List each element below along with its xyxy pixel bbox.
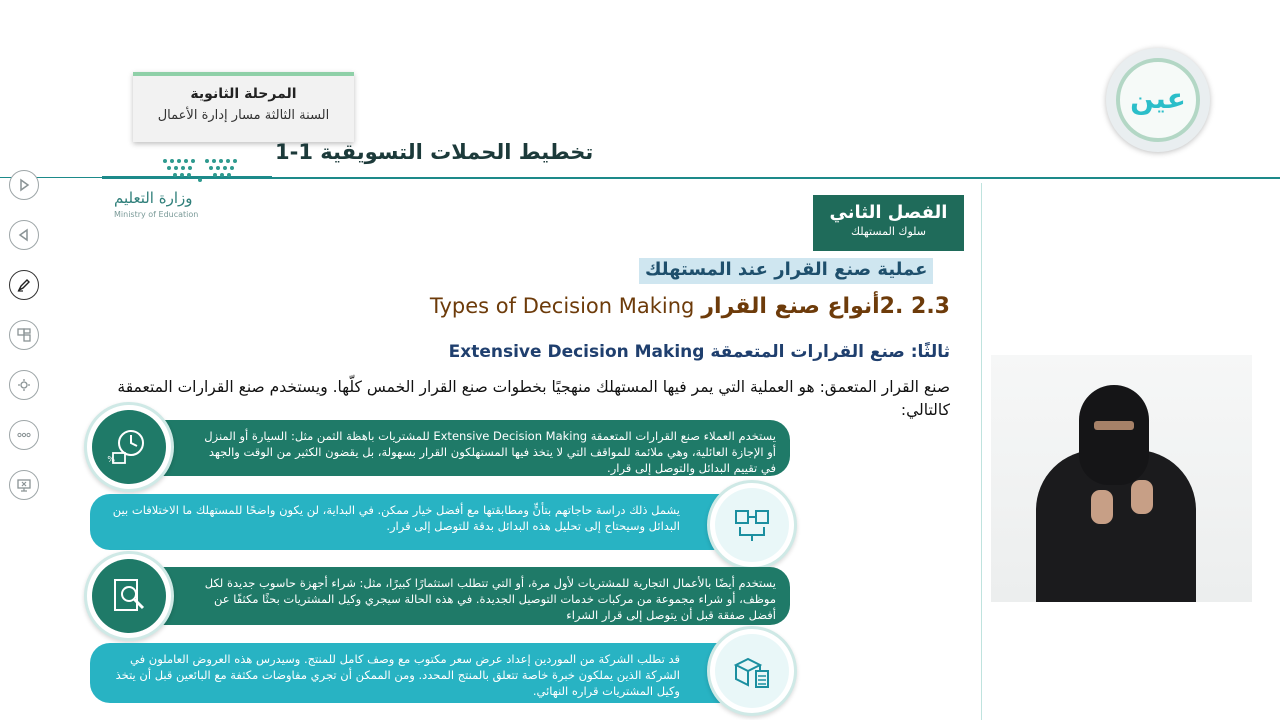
info-card-ring — [92, 410, 166, 484]
info-card-ring — [715, 634, 789, 708]
section-heading — [430, 294, 950, 319]
ministry-logo-dots-icon — [157, 155, 247, 185]
subsection-title-arabic: ثالثًا: صنع القرارات المتعمقة — [710, 342, 950, 362]
exit-screen-icon — [16, 477, 32, 493]
section-number: 2.3 .2 — [879, 294, 950, 319]
package-checklist-icon — [730, 649, 774, 693]
info-card-text: يستخدم أيضًا بالأعمال التجارية للمشتريات لأول مرة، أو التي تتطلب استثمارًا كبيرًا، مثل: شراء أجهزة حاسوب جديدة لكل موظف، أو شراء مجموعة من مركبات خدمات التوصيل الجديدة. في هذه الحالة سيجري وكيل المشتريات بحثًا مكثفًا عن أفضل صفقة قبل أن يتوصل إلى قرار الشراء — [115, 567, 790, 625]
info-card-badge — [707, 480, 797, 570]
interpreter-head — [1079, 385, 1149, 485]
info-card-badge — [84, 402, 174, 492]
previous-button[interactable] — [9, 220, 39, 250]
svg-text:%: % — [107, 455, 115, 464]
chapter-subtitle: سلوك المستهلك — [851, 225, 926, 238]
info-card-badge — [84, 551, 174, 641]
info-card-text: قد تطلب الشركة من الموردين إعداد عرض سعر مكتوب مع وصف كامل للمنتج. وسيدرس هذه العروض العاملون في الشركة الذين يملكون خبرة خاصة تتعلق بالمنتج المحدد. ومن الممكن أن تجري مفاوضات مكثفة مع البائعين قبل أن يتخذ وكيل المشتريات قراره النهائي. — [90, 643, 770, 703]
ein-logo-text: عين — [1116, 58, 1200, 142]
clock-money-icon — [107, 425, 151, 469]
interpreter-hand-right — [1131, 480, 1153, 514]
interpreter-eyes — [1094, 421, 1134, 430]
more-icon — [16, 427, 32, 443]
gallery-button[interactable] — [9, 320, 39, 350]
lesson-title: تخطيط الحملات التسويقية 1-1 — [275, 140, 594, 164]
compare-boxes-icon — [730, 503, 774, 547]
exit-screen-button[interactable] — [9, 470, 39, 500]
stage-info-box — [133, 72, 354, 142]
ministry-logo — [112, 155, 252, 225]
info-card-ring — [715, 488, 789, 562]
settings-screen-icon — [16, 377, 32, 393]
process-title: عملية صنع القرار عند المستهلك — [639, 258, 933, 284]
chapter-badge — [813, 195, 964, 251]
stage-subtitle: السنة الثالثة مسار إدارة الأعمال — [157, 108, 330, 123]
subsection-title-english: Extensive Decision Making — [448, 342, 705, 362]
next-button[interactable] — [9, 170, 39, 200]
document-search-icon — [107, 574, 151, 618]
chapter-title: الفصل الثاني — [829, 202, 948, 223]
ministry-name-english: Ministry of Education — [114, 210, 199, 219]
info-card-ring — [92, 559, 166, 633]
stage-title: المرحلة الثانوية — [190, 86, 297, 102]
ein-channel-logo — [1106, 48, 1210, 152]
next-icon — [16, 177, 32, 193]
subsection-heading — [418, 342, 950, 362]
section-title-arabic: أنواع صنع القرار — [701, 294, 880, 319]
gallery-icon — [16, 327, 32, 343]
pen-icon — [16, 277, 32, 293]
pen-button[interactable] — [9, 270, 39, 300]
definition-paragraph: صنع القرار المتعمق: هو العملية التي يمر فيها المستهلك منهجيًا بخطوات صنع القرار الخمس كلّها. ويستخدم صنع القرارات المتعمقة كالتالي: — [117, 378, 950, 419]
previous-icon — [16, 227, 32, 243]
settings-screen-button[interactable] — [9, 370, 39, 400]
header-rule — [272, 177, 1280, 179]
info-card-badge — [707, 626, 797, 716]
info-card-text: يشمل ذلك دراسة حاجاتهم بتأنٍّ ومطابقتها مع أفضل خيار ممكن. في البداية، لن يكون واضحًا للمستهلك ما الاختلافات بين البدائل وسيحتاج إلى تحليل هذه البدائل بدقة للتوصل إلى قرار. — [90, 494, 770, 550]
section-title-english: Types of Decision Making — [429, 294, 695, 318]
more-button[interactable] — [9, 420, 39, 450]
content-divider — [981, 183, 982, 720]
sign-language-video[interactable] — [991, 355, 1252, 602]
ministry-name-arabic: وزارة التعليم — [114, 189, 193, 207]
interpreter-hand-left — [1091, 490, 1113, 524]
info-card-text: يستخدم العملاء صنع القرارات المتعمقة Extensive Decision Making للمشتريات باهظة الثمن مثل: السيارة أو المنزل أو الإجازة العائلية، وهي ملائمة للمواقف التي لا يتخذ فيها المستهلكون القرار بسهولة، بل يقضون الكثير من الوقت والجهد في تقييم البدائل والتوصل إلى قرار. — [115, 420, 790, 476]
